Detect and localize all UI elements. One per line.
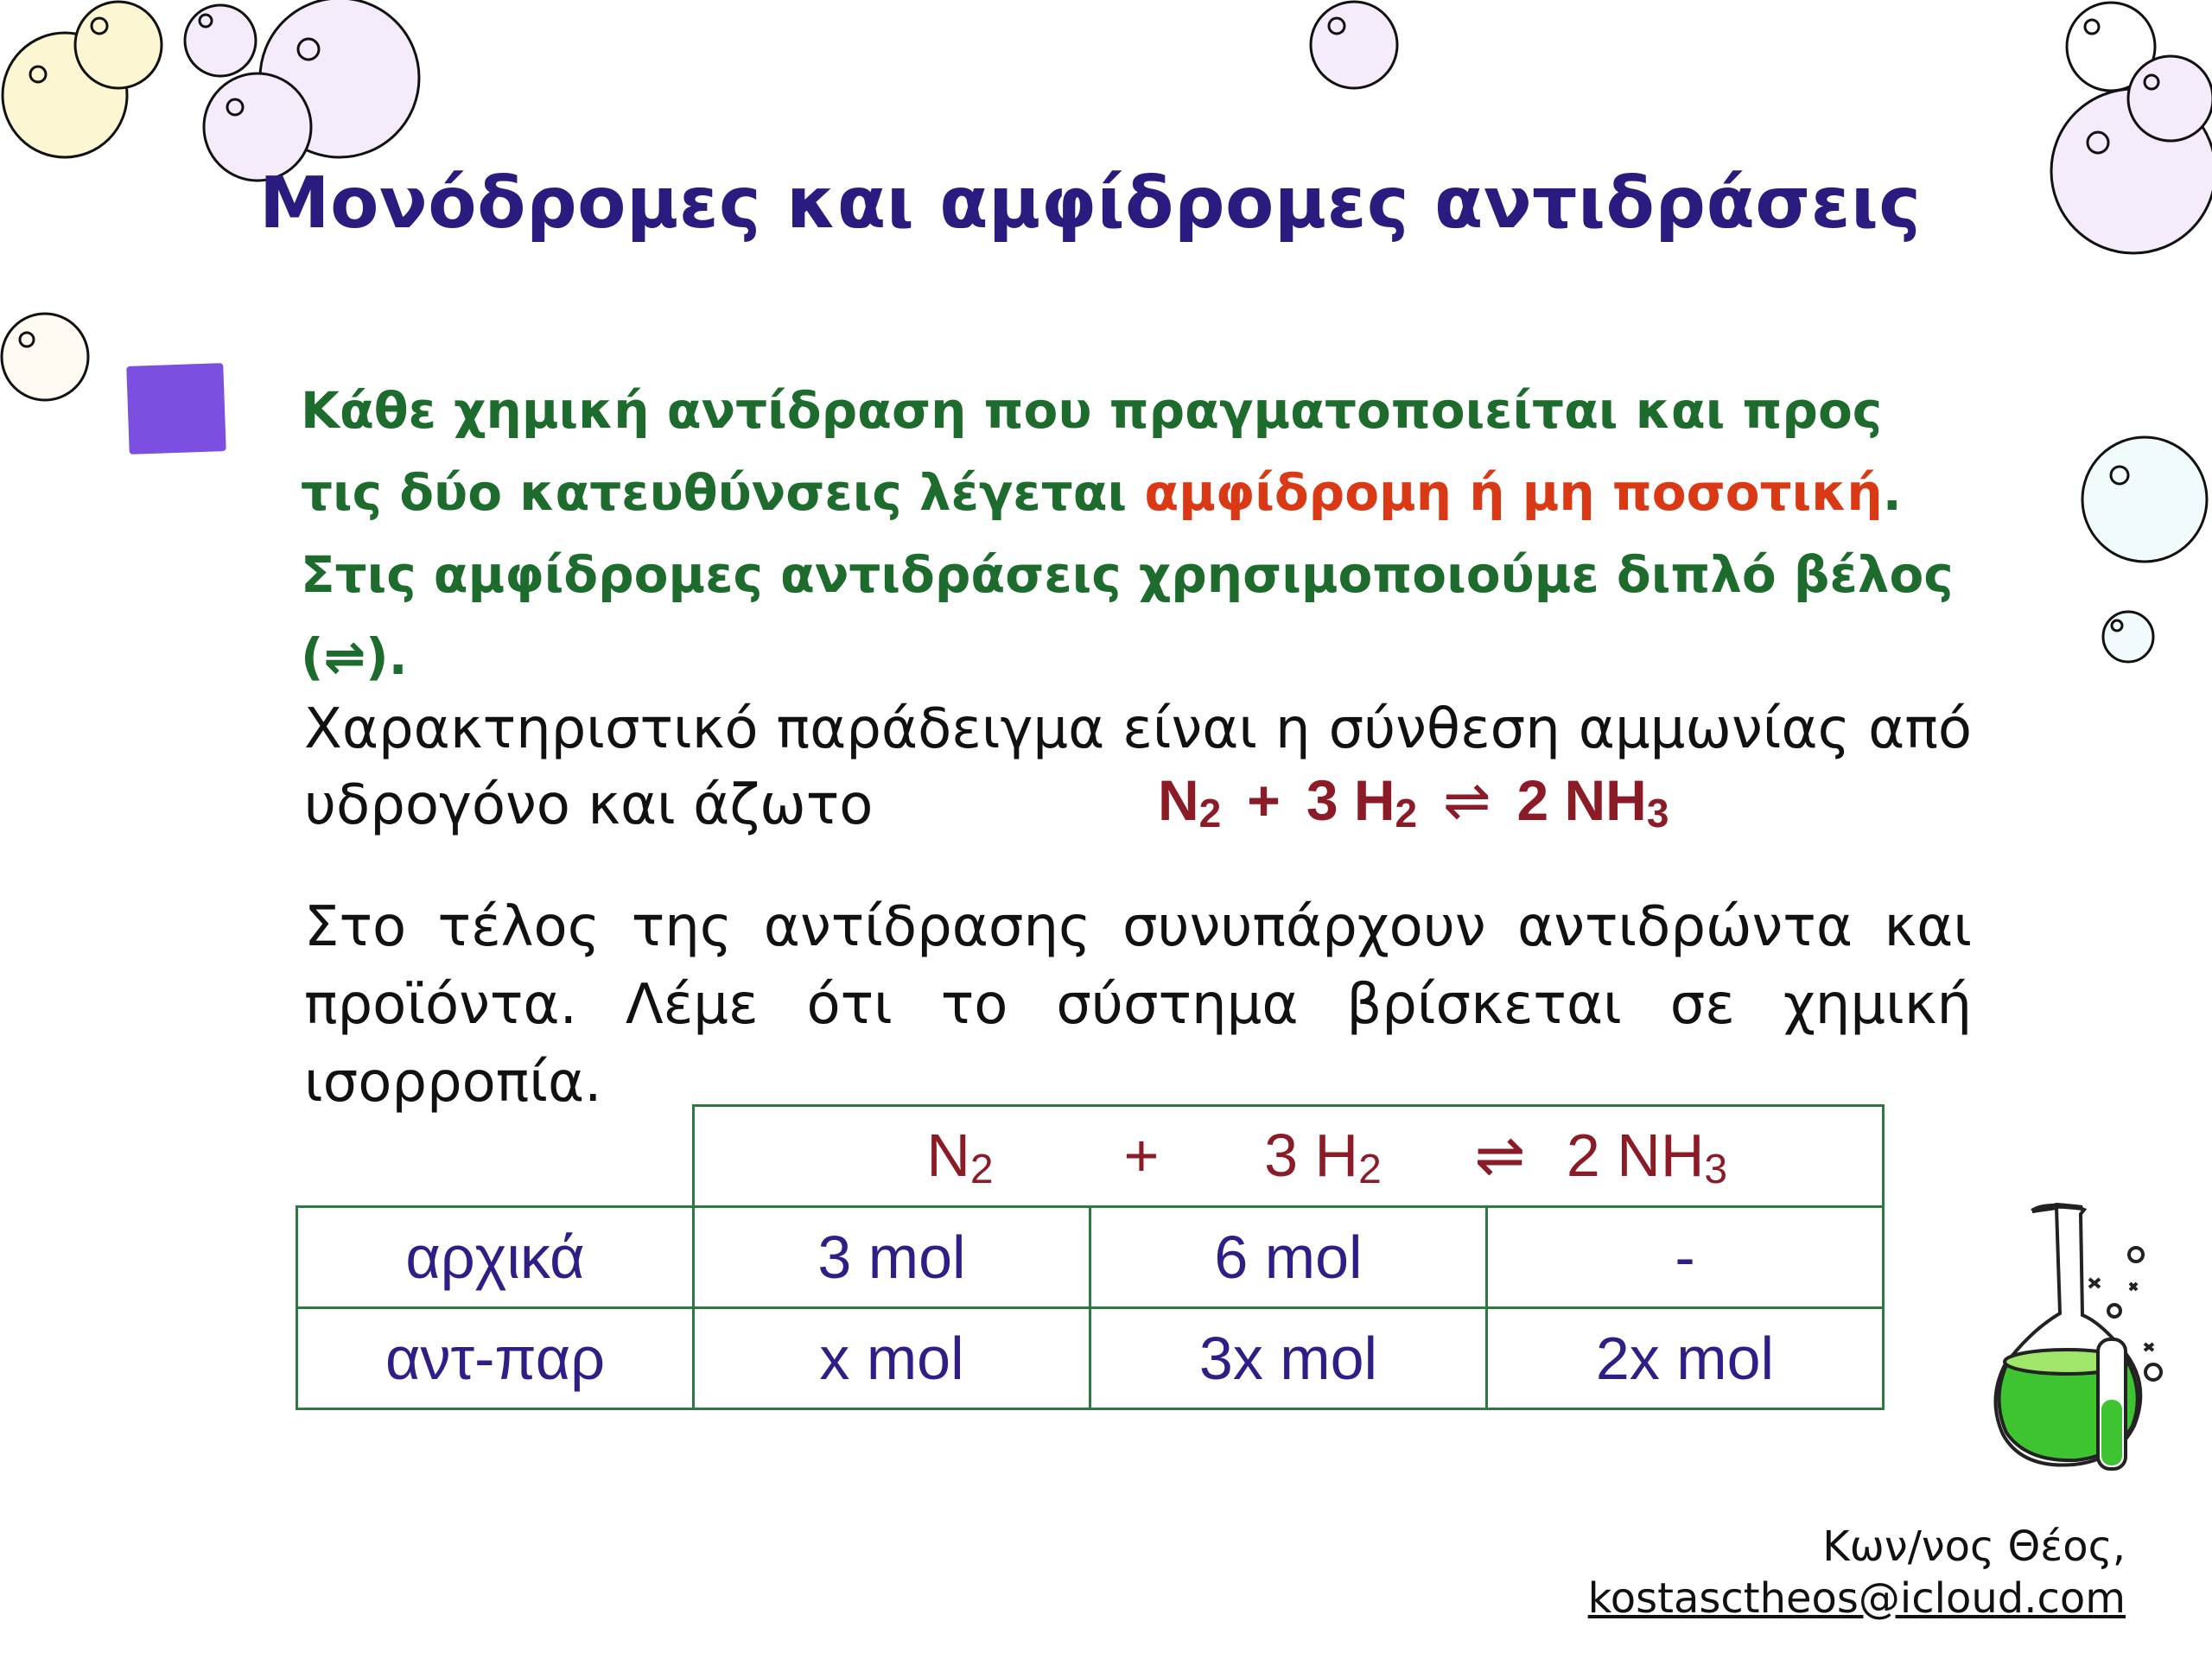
table-header-row bbox=[297, 1106, 1884, 1207]
table-row bbox=[297, 1308, 1884, 1409]
equilibrium-arrow-icon: ⇌ bbox=[1443, 768, 1491, 832]
eq-h2: 3 H bbox=[1306, 768, 1395, 832]
eq-n2: N bbox=[1158, 768, 1199, 832]
flask-icon bbox=[1995, 1205, 2161, 1469]
example-paragraph: Χαρακτηριστικό παράδειγμα είναι η σύνθεση αμμωνίας από υδρογόνο και άζωτο bbox=[304, 697, 1972, 837]
eq-nh3: 2 NH bbox=[1516, 768, 1647, 832]
header-nh3-sub: 3 bbox=[1704, 1146, 1728, 1192]
cell-initial-n2: 3 mol bbox=[694, 1207, 1090, 1308]
slide-title: Μονόδρομες και αμφίδρομες αντιδράσεις bbox=[259, 162, 1922, 245]
header-n2: N bbox=[926, 1121, 970, 1189]
cell-reaction-h2: 3x mol bbox=[1090, 1308, 1487, 1409]
table-corner-cell bbox=[297, 1106, 694, 1207]
bullet-square-icon bbox=[126, 363, 226, 454]
cell-initial-nh3: - bbox=[1487, 1207, 1884, 1308]
header-plus: + bbox=[1123, 1121, 1160, 1189]
author-email-link[interactable]: kostasctheos@icloud.com bbox=[1587, 1574, 2126, 1623]
ammonia-equation bbox=[1158, 767, 1669, 836]
stoichiometry-table bbox=[296, 1104, 1885, 1410]
cell-reaction-n2: x mol bbox=[694, 1308, 1090, 1409]
table-equation-header bbox=[694, 1106, 1884, 1207]
eq-h2-sub: 2 bbox=[1395, 791, 1418, 836]
author-block bbox=[1588, 1521, 2126, 1624]
row-label-initial: αρχικά bbox=[297, 1207, 694, 1308]
definition-text-part1: Κάθε χημική αντίδραση που πραγματοποιείται και προς τις δύο κατευθύνσεις λέγεται bbox=[301, 381, 1883, 522]
definition-highlight: αμφίδρομη ή μη ποσοτική bbox=[1144, 463, 1883, 522]
eq-n2-sub: 2 bbox=[1198, 791, 1222, 836]
author-name: Κων/νος Θέος, bbox=[1822, 1522, 2126, 1571]
table-row bbox=[297, 1207, 1884, 1308]
definition-paragraph bbox=[301, 370, 1968, 698]
equilibrium-paragraph: Στο τέλος της αντίδρασης συνυπάρχουν αντιδρώντα και προϊόντα. Λέμε ότι το σύστημα βρίσκεται σε χημική ισορροπία. bbox=[304, 895, 1972, 1115]
eq-nh3-sub: 3 bbox=[1646, 791, 1669, 836]
definition-text-part2: . Στις αμφίδρομες αντιδράσεις χρησιμοποιούμε διπλό βέλος (⇌). bbox=[301, 463, 1954, 686]
header-n2-sub: 2 bbox=[969, 1146, 994, 1192]
header-h2-sub: 2 bbox=[1358, 1146, 1382, 1192]
cell-initial-h2: 6 mol bbox=[1090, 1207, 1487, 1308]
header-h2: 3 H bbox=[1264, 1121, 1359, 1189]
row-label-reaction: αντ-παρ bbox=[297, 1308, 694, 1409]
cell-reaction-nh3: 2x mol bbox=[1487, 1308, 1884, 1409]
eq-plus: + bbox=[1247, 768, 1281, 832]
header-nh3: 2 NH bbox=[1566, 1121, 1705, 1189]
header-arrow-icon: ⇌ bbox=[1474, 1121, 1526, 1189]
